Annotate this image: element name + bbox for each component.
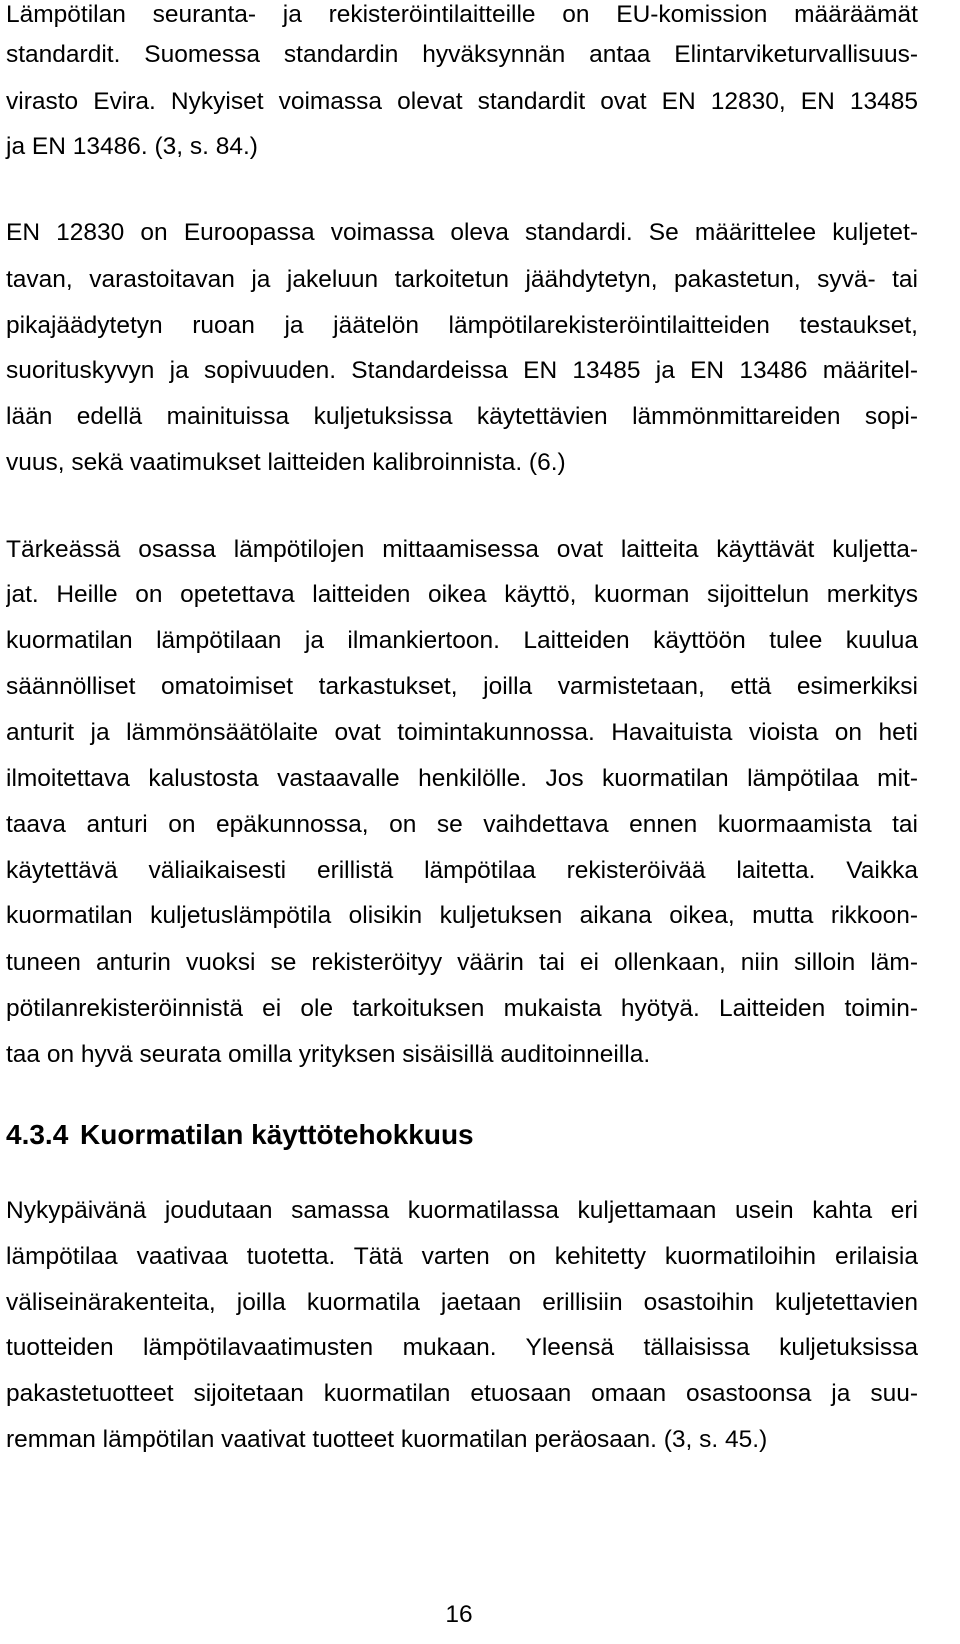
paragraph-3-line-4: säännölliset omatoimiset tarkastukset, joilla varmistetaan, että esimerkiksi [6,673,918,700]
paragraph-3-line-7: taava anturi on epäkunnossa, on se vaihdettava ennen kuormaamista tai [6,811,918,838]
paragraph-4-line-1: Nykypäivänä joudutaan samassa kuormatilassa kuljettamaan usein kahta eri [6,1197,918,1224]
paragraph-2-line-6: vuus, sekä vaatimukset laitteiden kalibroinnista. (6.) [6,449,566,476]
paragraph-3-line-10: tuneen anturin vuoksi se rekisteröityy väärin tai ei ollenkaan, niin silloin läm- [6,949,918,976]
paragraph-3-line-3: kuormatilan lämpötilaan ja ilmankiertoon. Laitteiden käyttöön tulee kuulua [6,627,918,654]
paragraph-4-line-2: lämpötilaa vaativaa tuotetta. Tätä varten on kehitetty kuormatiloihin erilaisia [6,1243,918,1270]
section-heading-number: 4.3.4 [6,1119,69,1150]
paragraph-4-line-4: tuotteiden lämpötilavaatimusten mukaan. Yleensä tällaisissa kuljetuksissa [6,1334,918,1361]
paragraph-4-line-6: remman lämpötilan vaativat tuotteet kuormatilan peräosaan. (3, s. 45.) [6,1426,768,1453]
page-number: 16 [445,1601,473,1628]
paragraph-2-line-3: pikajäädytetyn ruoan ja jäätelön lämpötilarekisteröintilaitteiden testaukset, [6,312,918,339]
section-heading [6,1118,474,1152]
paragraph-3-line-11: pötilanrekisteröinnistä ei ole tarkoituksen mukaista hyötyä. Laitteiden toimin- [6,995,918,1022]
paragraph-1-line-4: ja EN 13486. (3, s. 84.) [6,133,258,160]
paragraph-3-line-9: kuormatilan kuljetuslämpötila olisikin kuljetuksen aikana oikea, mutta rikkoon- [6,902,918,929]
paragraph-4-line-5: pakastetuotteet sijoitetaan kuormatilan etuosaan omaan osastoonsa ja suu- [6,1380,918,1407]
paragraph-1-line-2: standardit. Suomessa standardin hyväksynnän antaa Elintarviketurvallisuus- [6,41,918,68]
paragraph-2-line-1: EN 12830 on Euroopassa voimassa oleva standardi. Se määrittelee kuljetet- [6,219,918,246]
paragraph-3-line-12: taa on hyvä seurata omilla yrityksen sisäisillä auditoinneilla. [6,1041,651,1068]
section-heading-title: Kuormatilan käyttötehokkuus [80,1119,474,1150]
paragraph-2-line-2: tavan, varastoitavan ja jakeluun tarkoitetun jäähdytetyn, pakastetun, syvä- tai [6,266,918,293]
paragraph-3-line-1: Tärkeässä osassa lämpötilojen mittaamisessa ovat laitteita käyttävät kuljetta- [6,536,918,563]
paragraph-3-line-8: käytettävä väliaikaisesti erillistä lämpötilaa rekisteröivää laitetta. Vaikka [6,857,918,884]
paragraph-3-line-2: jat. Heille on opetettava laitteiden oikea käyttö, kuorman sijoittelun merkitys [6,581,918,608]
paragraph-2-line-4: suorituskyvyn ja sopivuuden. Standardeissa EN 13485 ja EN 13486 määritel- [6,357,918,384]
paragraph-1-line-1: Lämpötilan seuranta- ja rekisteröintilaitteille on EU-komission määräämät [6,1,918,28]
paragraph-4-line-3: väliseinärakenteita, joilla kuormatila jaetaan erillisiin osastoihin kuljetettavien [6,1289,918,1316]
paragraph-3-line-6: ilmoitettava kalustosta vastaavalle henkilölle. Jos kuormatilan lämpötilaa mit- [6,765,918,792]
paragraph-1-line-3: virasto Evira. Nykyiset voimassa olevat standardit ovat EN 12830, EN 13485 [6,88,918,115]
paragraph-3-line-5: anturit ja lämmönsäätölaite ovat toimintakunnossa. Havaituista vioista on heti [6,719,918,746]
paragraph-2-line-5: lään edellä mainituissa kuljetuksissa käytettävien lämmönmittareiden sopi- [6,403,918,430]
